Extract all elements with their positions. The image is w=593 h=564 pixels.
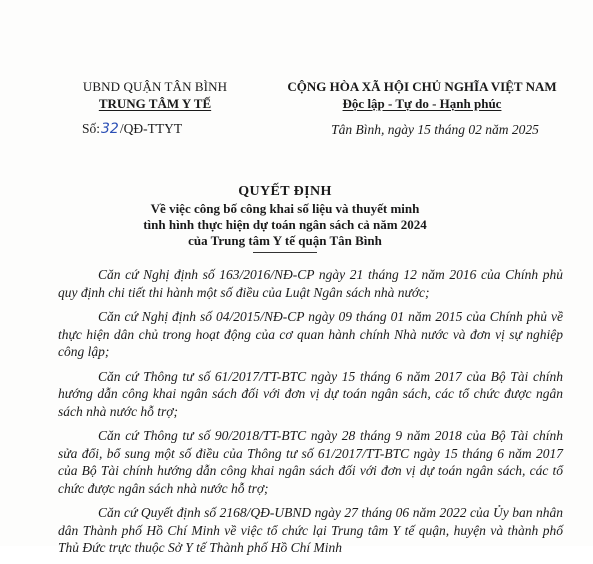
doc-number-suffix: /QĐ-TTYT bbox=[119, 121, 183, 136]
national-motto: Độc lập - Tự do - Hạnh phúc bbox=[342, 96, 502, 111]
legal-basis-paragraph: Căn cứ Nghị định số 163/2016/NĐ-CP ngày 21 tháng 12 năm 2016 của Chính phủ quy định chi tiết thi hành một số điều của Luật Ngân sách nhà nước; bbox=[58, 267, 563, 300]
national-header-block bbox=[262, 78, 582, 112]
legal-basis-paragraph: Căn cứ Quyết định số 2168/QĐ-UBND ngày 27 tháng 06 năm 2022 của Ủy ban nhân dân Thành phố Hồ Chí Minh về việc tổ chức lại Trung tâm Y tế quận, huyện và thành phố Thủ Đức trực thuộc Sở Y tế Thành phố Hồ Chí Minh bbox=[58, 505, 563, 555]
title-divider bbox=[253, 252, 317, 253]
legal-basis-paragraph: Căn cứ Thông tư số 61/2017/TT-BTC ngày 15 tháng 6 năm 2017 của Bộ Tài chính hướng dẫn công khai ngân sách đối với đơn vị dự toán ngân sách, các tổ chức được ngân sách nhà nước hỗ trợ; bbox=[58, 368, 563, 419]
legal-basis-paragraph: Căn cứ Thông tư số 90/2018/TT-BTC ngày 28 tháng 9 năm 2018 của Bộ Tài chính sửa đổi, bổ sung một số điều của Thông tư số 61/2017/TT-BTC ngày 15 tháng 6 năm 2017 của Bộ Tài chính hướng dẫn công khai ngân sách đối với đơn vị dự toán ngân sách, các tổ chức được ngân sách nhà nước hỗ trợ; bbox=[58, 428, 563, 496]
subject-line-2: tình hình thực hiện dự toán ngân sách cả năm 2024 bbox=[143, 217, 427, 232]
place-and-date: Tân Bình, ngày 15 tháng 02 năm 2025 bbox=[331, 122, 539, 137]
title-block bbox=[60, 183, 510, 253]
doc-number-prefix: Số: bbox=[82, 121, 101, 136]
issuing-authority-block bbox=[60, 78, 250, 112]
subject-line-1: Về việc công bố công khai số liệu và thuyết minh bbox=[150, 201, 420, 216]
unit-name: TRUNG TÂM Y TẾ bbox=[98, 96, 212, 111]
subject-line-3: của Trung tâm Y tế quận Tân Bình bbox=[188, 233, 382, 248]
legal-basis-paragraph: Căn cứ Nghị định số 04/2015/NĐ-CP ngày 09 tháng 01 năm 2015 của Chính phủ về thực hiện dân chủ trong hoạt động của cơ quan hành chính Nhà nước và đơn vị sự nghiệp công lập; bbox=[58, 309, 563, 359]
country-name: CỘNG HÒA XÃ HỘI CHỦ NGHĨA VIỆT NAM bbox=[287, 79, 557, 94]
document-number bbox=[82, 121, 182, 137]
agency-name: UBND QUẬN TÂN BÌNH bbox=[82, 79, 228, 94]
legal-basis-section bbox=[58, 266, 563, 564]
doc-number-handwritten: 32 bbox=[101, 121, 119, 137]
document-type: QUYẾT ĐỊNH bbox=[238, 184, 332, 199]
